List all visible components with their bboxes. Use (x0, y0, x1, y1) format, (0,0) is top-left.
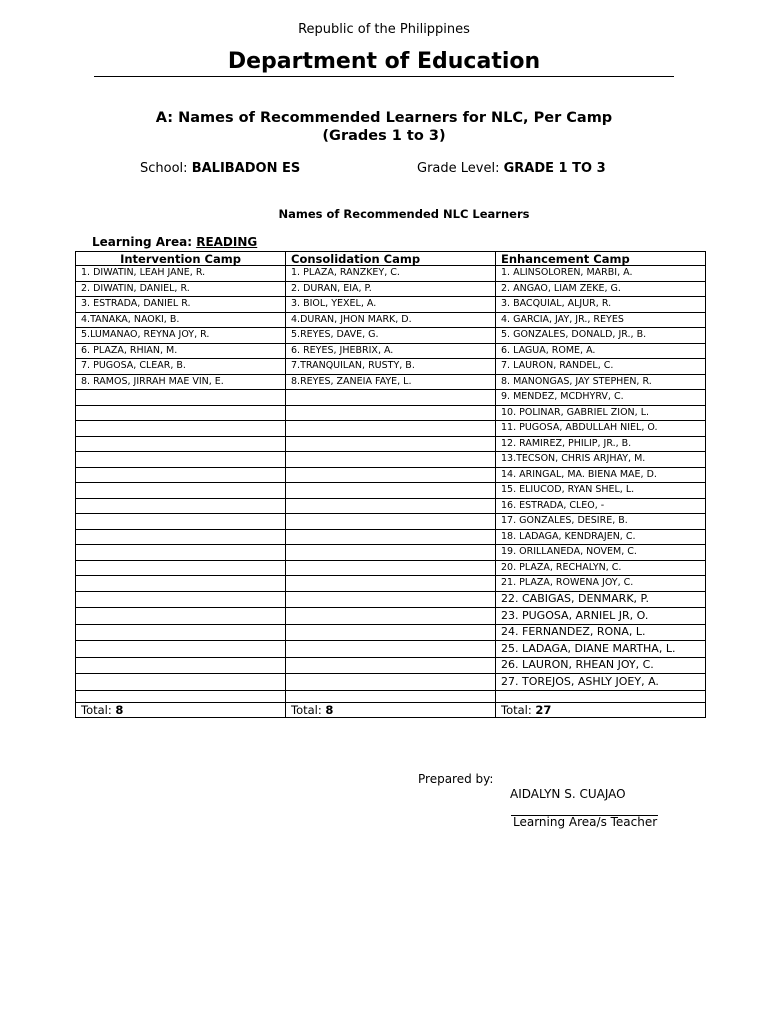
learner-cell-enhancement: 5. GONZALES, DONALD, JR., B. (496, 328, 706, 344)
table-row (76, 467, 706, 483)
table-row (76, 608, 706, 625)
form-subtitle: (Grades 1 to 3) (322, 128, 446, 144)
learner-cell-enhancement (496, 690, 706, 702)
school-value: BALIBADON ES (191, 161, 301, 176)
learning-area-label: Learning Area: (92, 235, 193, 249)
learner-cell-enhancement: 25. LADAGA, DIANE MARTHA, L. (496, 641, 706, 658)
learner-cell-intervention (76, 467, 286, 483)
learner-cell-intervention (76, 514, 286, 530)
totals-row (76, 702, 706, 717)
learner-cell-intervention (76, 452, 286, 468)
table-row (76, 266, 706, 282)
learner-cell-enhancement: 17. GONZALES, DESIRE, B. (496, 514, 706, 530)
table-row (76, 405, 706, 421)
learner-cell-enhancement: 26. LAURON, RHEAN JOY, C. (496, 657, 706, 674)
table-row (76, 312, 706, 328)
table-body (76, 266, 706, 718)
learner-cell-consolidation: 5.REYES, DAVE, G. (286, 328, 496, 344)
learner-cell-intervention: 4.TANAKA, NAOKI, B. (76, 312, 286, 328)
table-row (76, 591, 706, 608)
learner-cell-intervention: 5.LUMANAO, REYNA JOY, R. (76, 328, 286, 344)
learner-cell-enhancement: 13.TECSON, CHRIS ARJHAY, M. (496, 452, 706, 468)
learner-cell-consolidation (286, 545, 496, 561)
learner-cell-enhancement: 11. PUGOSA, ABDULLAH NIEL, O. (496, 421, 706, 437)
learner-cell-enhancement: 21. PLAZA, ROWENA JOY, C. (496, 576, 706, 592)
form-title: A: Names of Recommended Learners for NLC, Per Camp (155, 110, 613, 126)
table-row (76, 297, 706, 313)
learner-cell-consolidation (286, 514, 496, 530)
learner-cell-intervention (76, 591, 286, 608)
learning-area (92, 235, 257, 249)
signer-name: AIDALYN S. CUAJAO (510, 787, 626, 801)
learner-cell-consolidation (286, 452, 496, 468)
learner-cell-consolidation (286, 674, 496, 691)
learning-area-value: READING (196, 235, 258, 249)
table-row (76, 514, 706, 530)
learner-cell-consolidation (286, 529, 496, 545)
learner-cell-intervention (76, 421, 286, 437)
school-label: School: (140, 161, 188, 176)
learner-cell-enhancement: 27. TOREJOS, ASHLY JOEY, A. (496, 674, 706, 691)
learner-cell-consolidation: 2. DURAN, EIA, P. (286, 281, 496, 297)
table-row (76, 483, 706, 499)
total-value: 8 (115, 702, 124, 717)
table-row (76, 374, 706, 390)
learner-cell-enhancement: 18. LADAGA, KENDRAJEN, C. (496, 529, 706, 545)
grade-level-field (417, 161, 606, 176)
table-row (76, 545, 706, 561)
learner-cell-consolidation (286, 591, 496, 608)
learner-cell-intervention (76, 498, 286, 514)
department-title: Department of Education (227, 49, 541, 74)
learner-cell-enhancement: 2. ANGAO, LIAM ZEKE, G. (496, 281, 706, 297)
learner-cell-enhancement: 23. PUGOSA, ARNIEL JR, O. (496, 608, 706, 625)
learner-cell-intervention (76, 624, 286, 641)
learner-cell-enhancement: 7. LAURON, RANDEL, C. (496, 359, 706, 375)
learner-cell-enhancement: 19. ORILLANEDA, NOVEM, C. (496, 545, 706, 561)
total-value: 8 (325, 702, 334, 717)
learner-cell-consolidation: 6. REYES, JHEBRIX, A. (286, 343, 496, 359)
total-cell-enhancement (496, 702, 706, 717)
grade-level-label: Grade Level: (417, 161, 500, 176)
learner-cell-consolidation (286, 624, 496, 641)
table-row (76, 657, 706, 674)
column-header-enhancement: Enhancement Camp (496, 252, 706, 266)
table-row (76, 529, 706, 545)
learner-cell-consolidation (286, 657, 496, 674)
table-row (76, 359, 706, 375)
column-header-intervention: Intervention Camp (76, 252, 286, 266)
learner-cell-intervention: 3. ESTRADA, DANIEL R. (76, 297, 286, 313)
republic-heading: Republic of the Philippines (298, 22, 470, 37)
learner-cell-enhancement: 4. GARCIA, JAY, JR., REYES (496, 312, 706, 328)
learner-cell-intervention: 2. DIWATIN, DANIEL, R. (76, 281, 286, 297)
table-row (76, 641, 706, 658)
learner-cell-enhancement: 10. POLINAR, GABRIEL ZION, L. (496, 405, 706, 421)
learner-cell-consolidation (286, 483, 496, 499)
learners-table (75, 251, 706, 718)
learner-cell-consolidation (286, 690, 496, 702)
learner-cell-enhancement: 16. ESTRADA, CLEO, - (496, 498, 706, 514)
learner-cell-enhancement: 6. LAGUA, ROME, A. (496, 343, 706, 359)
learner-cell-consolidation (286, 436, 496, 452)
learner-cell-enhancement: 12. RAMIREZ, PHILIP, JR., B. (496, 436, 706, 452)
learner-cell-enhancement: 15. ELIUCOD, RYAN SHEL, L. (496, 483, 706, 499)
table-row (76, 343, 706, 359)
column-header-consolidation: Consolidation Camp (286, 252, 496, 266)
learner-cell-intervention (76, 390, 286, 406)
table-row (76, 674, 706, 691)
learner-cell-intervention (76, 436, 286, 452)
learner-cell-consolidation: 7.TRANQUILAN, RUSTY, B. (286, 359, 496, 375)
learner-cell-enhancement: 14. ARINGAL, MA. BIENA MAE, D. (496, 467, 706, 483)
learner-cell-intervention: 6. PLAZA, RHIAN, M. (76, 343, 286, 359)
learner-cell-enhancement: 20. PLAZA, RECHALYN, C. (496, 560, 706, 576)
learner-cell-intervention (76, 483, 286, 499)
signer-role: Learning Area/s Teacher (513, 815, 658, 829)
learner-cell-consolidation (286, 390, 496, 406)
learner-cell-consolidation: 1. PLAZA, RANZKEY, C. (286, 266, 496, 282)
learner-cell-intervention: 7. PUGOSA, CLEAR, B. (76, 359, 286, 375)
learner-cell-intervention (76, 674, 286, 691)
learner-cell-intervention (76, 529, 286, 545)
table-row (76, 421, 706, 437)
learner-cell-intervention: 8. RAMOS, JIRRAH MAE VIN, E. (76, 374, 286, 390)
table-row (76, 328, 706, 344)
table-row (76, 452, 706, 468)
total-label: Total: (81, 702, 112, 717)
learner-cell-consolidation (286, 641, 496, 658)
learner-cell-consolidation (286, 498, 496, 514)
table-row (76, 576, 706, 592)
learner-cell-intervention (76, 641, 286, 658)
grade-level-value: GRADE 1 TO 3 (503, 161, 606, 176)
learner-cell-intervention (76, 560, 286, 576)
learner-cell-enhancement: 24. FERNANDEZ, RONA, L. (496, 624, 706, 641)
total-cell-consolidation (286, 702, 496, 717)
learner-cell-intervention (76, 690, 286, 702)
prepared-by-label: Prepared by: (418, 772, 494, 786)
title-underline (94, 76, 674, 77)
learner-cell-consolidation: 8.REYES, ZANEIA FAYE, L. (286, 374, 496, 390)
learner-cell-consolidation (286, 467, 496, 483)
table-row (76, 436, 706, 452)
learner-cell-intervention (76, 405, 286, 421)
learner-cell-enhancement: 22. CABIGAS, DENMARK, P. (496, 591, 706, 608)
section-heading: Names of Recommended NLC Learners (278, 207, 530, 221)
learner-cell-intervention: 1. DIWATIN, LEAH JANE, R. (76, 266, 286, 282)
learner-cell-consolidation: 4.DURAN, JHON MARK, D. (286, 312, 496, 328)
table-row (76, 624, 706, 641)
table-row (76, 690, 706, 702)
learner-cell-intervention (76, 608, 286, 625)
learner-cell-enhancement: 8. MANONGAS, JAY STEPHEN, R. (496, 374, 706, 390)
table-row (76, 498, 706, 514)
learner-cell-intervention (76, 657, 286, 674)
learner-cell-consolidation (286, 421, 496, 437)
learner-cell-enhancement: 3. BACQUIAL, ALJUR, R. (496, 297, 706, 313)
table-row (76, 560, 706, 576)
learner-cell-consolidation: 3. BIOL, YEXEL, A. (286, 297, 496, 313)
learner-cell-consolidation (286, 576, 496, 592)
learner-cell-consolidation (286, 560, 496, 576)
table-header-row (76, 252, 706, 266)
total-cell-intervention (76, 702, 286, 717)
total-value: 27 (535, 702, 552, 717)
total-label: Total: (501, 702, 532, 717)
learner-cell-intervention (76, 545, 286, 561)
learner-cell-consolidation (286, 405, 496, 421)
learner-cell-enhancement: 9. MENDEZ, MCDHYRV, C. (496, 390, 706, 406)
learner-cell-intervention (76, 576, 286, 592)
table-row (76, 390, 706, 406)
table-row (76, 281, 706, 297)
total-label: Total: (291, 702, 322, 717)
learner-cell-consolidation (286, 608, 496, 625)
school-field (140, 161, 300, 176)
learner-cell-enhancement: 1. ALINSOLOREN, MARBI, A. (496, 266, 706, 282)
